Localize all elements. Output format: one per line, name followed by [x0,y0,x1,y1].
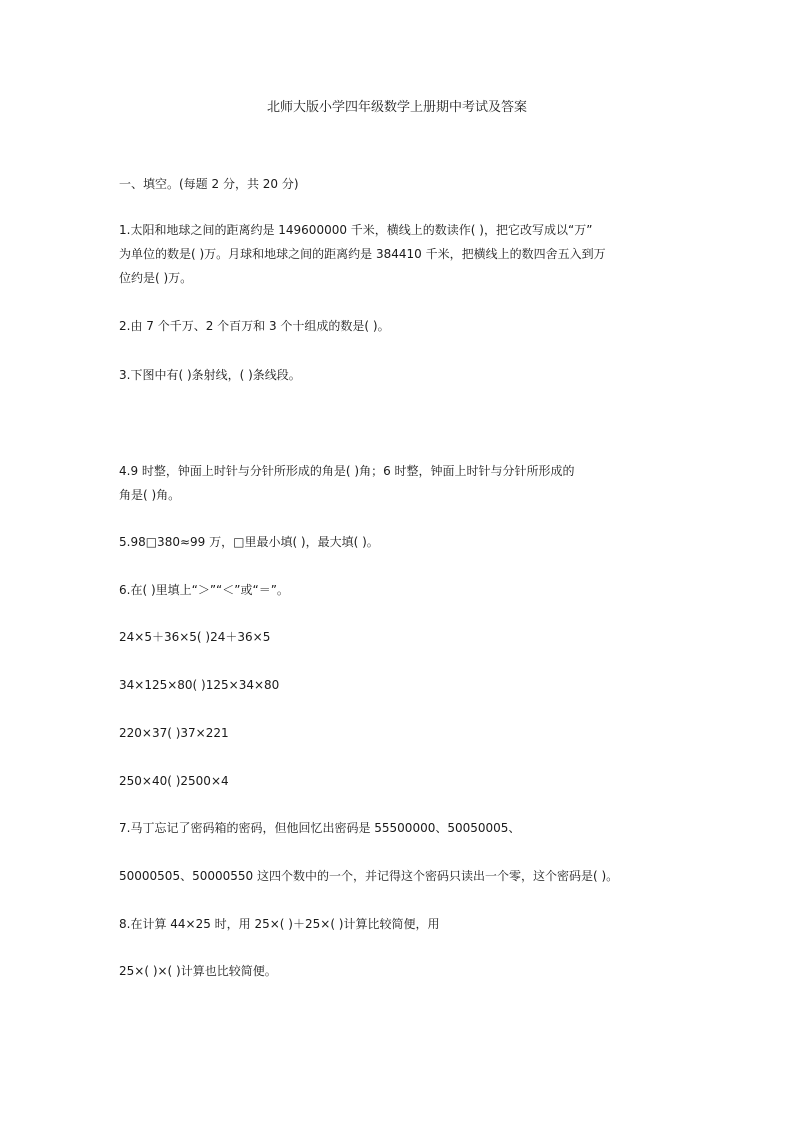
question-6: 6.在( )里填上“＞”“＜”或“＝”。 [119,583,289,597]
question-4-line-1: 4.9 时整，钟面上时针与分针所形成的角是( )角；6 时整，钟面上时针与分针所形成的 [119,464,575,478]
question-1 [119,218,679,290]
question-1-line-3: 位约是( )万。 [119,271,193,285]
question-6-item-2: 34×125×80( )125×34×80 [119,678,280,692]
question-5: 5.98□380≈99 万，□里最小填( )，最大填( )。 [119,535,379,549]
question-2: 2.由 7 个千万、2 个百万和 3 个十组成的数是( )。 [119,319,390,333]
question-7-line-2: 50000505、50000550 这四个数中的一个，并记得这个密码只读出一个零，这个密码是( )。 [119,869,619,883]
question-6-item-1: 24×5＋36×5( )24＋36×5 [119,630,271,644]
question-1-line-2: 为单位的数是( )万。月球和地球之间的距离约是 384410 千米，把横线上的数四舍五入到万 [119,247,606,261]
question-8-line-2: 25×( )×( )计算也比较简便。 [119,964,277,978]
question-6-item-4: 250×40( )2500×4 [119,774,229,788]
question-6-item-3: 220×37( )37×221 [119,726,229,740]
question-7-line-1: 7.马丁忘记了密码箱的密码，但他回忆出密码是 55500000、50050005、 [119,821,521,835]
question-4-line-2: 角是( )角。 [119,488,181,502]
question-8-line-1: 8.在计算 44×25 时，用 25×( )＋25×( )计算比较简便，用 [119,917,440,931]
section-heading: 一、填空。(每题 2 分，共 20 分) [119,177,299,191]
question-4 [119,459,679,507]
question-1-line-1: 1.太阳和地球之间的距离约是 149600000 千米，横线上的数读作( )，把它改写成以“万” [119,223,593,237]
document-title: 北师大版小学四年级数学上册期中考试及答案 [266,100,527,115]
question-3: 3.下图中有( )条射线，( )条线段。 [119,368,301,382]
